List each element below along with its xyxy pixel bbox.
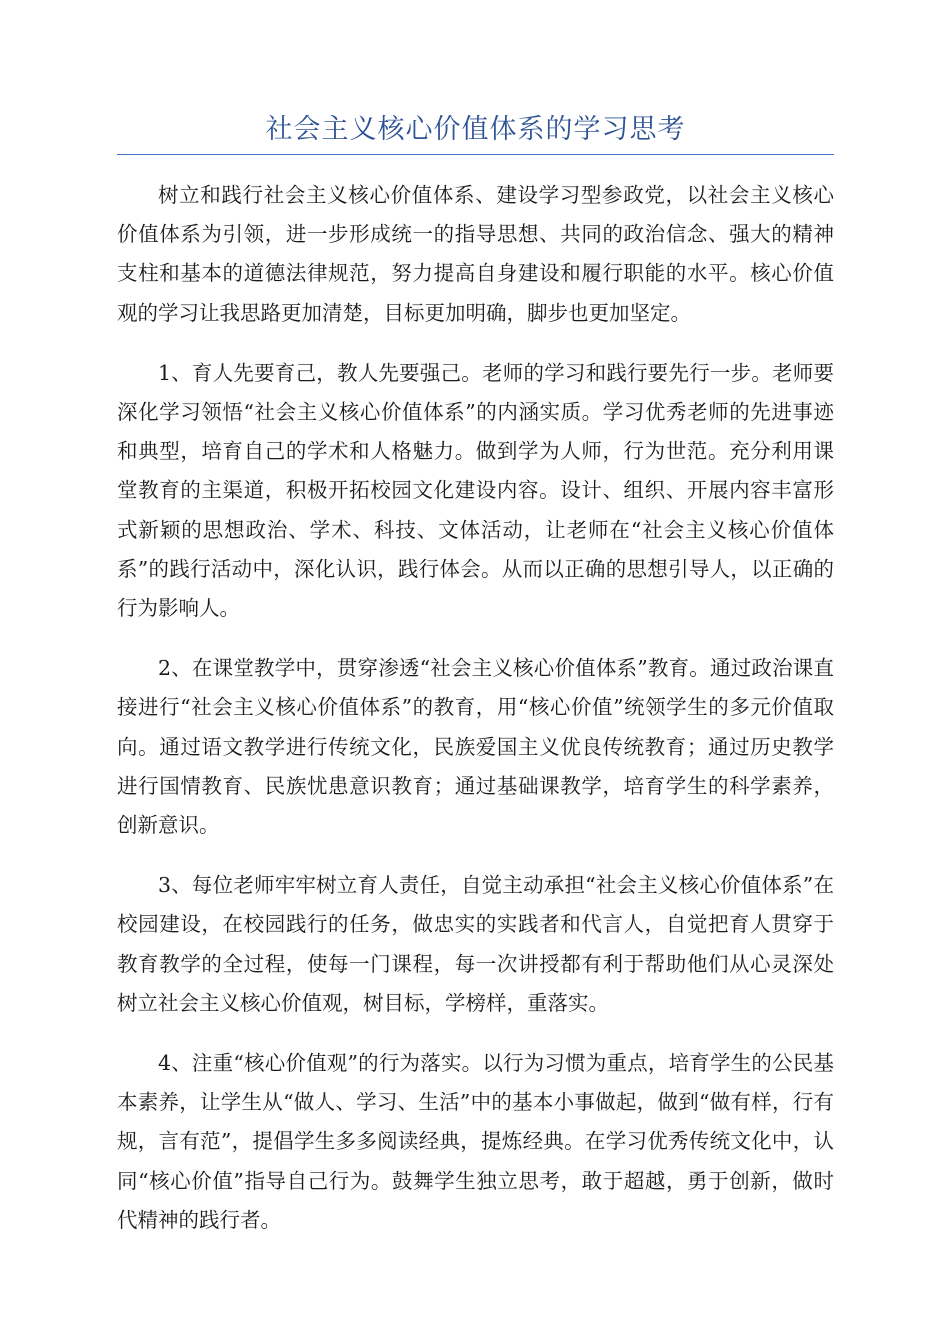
document-body: [117, 176, 834, 1261]
paragraph-point-2: 2、在课堂教学中，贯穿渗透“社会主义核心价值体系”教育。通过政治课直接进行“社会主义核心价值体系”的教育，用“核心价值”统领学生的多元价值取向。通过语文教学进行传统文化，民族爱国主义优良传统教育；通过历史教学进行国情教育、民族忧患意识教育；通过基础课教学，培育学生的科学素养，创新意识。: [117, 656, 834, 838]
paragraph-point-1: 1、育人先要育己，教人先要强己。老师的学习和践行要先行一步。老师要深化学习领悟“社会主义核心价值体系”的内涵实质。学习优秀老师的先进事迹和典型，培育自己的学术和人格魅力。做到学为人师，行为世范。充分利用课堂教育的主渠道，积极开拓校园文化建设内容。设计、组织、开展内容丰富形式新颖的思想政治、学术、科技、文体活动，让老师在“社会主义核心价值体系”的践行活动中，深化认识，践行体会。从而以正确的思想引导人，以正确的行为影响人。: [117, 360, 834, 621]
document-title: 社会主义核心价值体系的学习思考: [265, 114, 686, 145]
paragraph-point-4: 4、注重“核心价值观”的行为落实。以行为习惯为重点，培育学生的公民基本素养，让学生从“做人、学习、生活”中的基本小事做起，做到“做有样，行有规，言有范”，提倡学生多多阅读经典，提炼经典。在学习优秀传统文化中，认同“核心价值”指导自己行为。鼓舞学生独立思考，敢于超越，勇于创新，做时代精神的践行者。: [117, 1051, 834, 1232]
title-underline: [117, 154, 834, 155]
paragraph-point-3: 3、每位老师牢牢树立育人责任，自觉主动承担“社会主义核心价值体系”在校园建设，在校园践行的任务，做忠实的实践者和代言人，自觉把育人贯穿于教育教学的全过程，使每一门课程，每一次讲授都有利于帮助他们从心灵深处树立社会主义核心价值观，树目标，学榜样，重落实。: [117, 873, 834, 1015]
intro-paragraph: 树立和践行社会主义核心价值体系、建设学习型参政党，以社会主义核心价值体系为引领，进一步形成统一的指导思想、共同的政治信念、强大的精神支柱和基本的道德法律规范，努力提高自身建设和履行职能的水平。核心价值观的学习让我思路更加清楚，目标更加明确，脚步也更加坚定。: [117, 183, 834, 325]
